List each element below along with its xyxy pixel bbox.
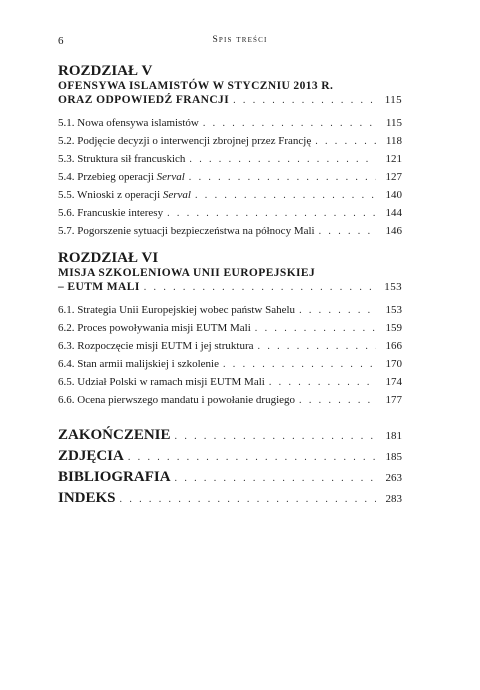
section-page: 174 (385, 376, 402, 388)
section-title (58, 168, 185, 186)
section-title-text: 5.4. Przebieg operacji (58, 171, 157, 183)
running-header (58, 35, 422, 49)
chapter-5-page: 115 (384, 94, 402, 106)
section-page: 121 (385, 153, 402, 165)
dot-leader (175, 426, 376, 447)
dot-leader (299, 302, 376, 320)
toc-entry-index[interactable] (58, 488, 402, 509)
toc-entry-6-1[interactable] (58, 301, 402, 319)
running-title: Spis treści (212, 35, 268, 45)
section-page: 159 (385, 322, 402, 334)
operation-name: Serval (156, 171, 185, 183)
page-number: 6 (58, 35, 64, 47)
section-page: 115 (385, 117, 402, 129)
section-title: 5.2. Podjęcie decyzji o interwencji zbrojnej przez Francję (58, 135, 312, 147)
back-matter-title: INDEKS (58, 490, 116, 506)
toc-entry-conclusion[interactable] (58, 425, 402, 446)
toc-entry-6-5[interactable] (58, 373, 402, 391)
back-matter-title: BIBLIOGRAFIA (58, 469, 171, 485)
dot-leader (175, 468, 376, 489)
chapter-5-subtitle-line2: ORAZ ODPOWIEDŹ FRANCJI (58, 94, 230, 106)
section-title: 6.4. Stan armii malijskiej i szkolenie (58, 358, 219, 370)
dot-leader (203, 115, 376, 133)
dot-leader (258, 338, 376, 356)
toc-entry-photos[interactable] (58, 446, 402, 467)
section-title: 6.3. Rozpoczęcie misji EUTM i jej struktura (58, 340, 254, 352)
dot-leader (120, 489, 376, 510)
back-matter-page: 185 (385, 451, 402, 463)
toc-entry-6-4[interactable] (58, 355, 402, 373)
section-page: 127 (385, 171, 402, 183)
back-matter-page: 283 (385, 493, 402, 505)
dot-leader (269, 374, 376, 392)
chapter-6-entry[interactable] (58, 280, 402, 295)
toc-entry-5-7[interactable] (58, 222, 402, 240)
dot-leader (189, 151, 376, 169)
dot-leader (189, 169, 376, 187)
section-title: 6.6. Ocena pierwszego mandatu i powołanie drugiego (58, 394, 296, 406)
section-page: 146 (385, 225, 402, 237)
dot-leader (315, 133, 376, 151)
section-title: 5.7. Pogorszenie sytuacji bezpieczeństwa na północy Mali (58, 225, 315, 237)
toc-entry-6-3[interactable] (58, 337, 402, 355)
back-matter-title: ZDJĘCIA (58, 448, 124, 464)
section-page: 166 (385, 340, 402, 352)
section-page: 177 (385, 394, 402, 406)
toc-entry-5-4[interactable] (58, 168, 402, 186)
dot-leader (319, 223, 376, 241)
chapter-6-subtitle-line2: – EUTM MALI (58, 281, 140, 293)
dot-leader (223, 356, 376, 374)
section-page: 140 (385, 189, 402, 201)
dot-leader (255, 320, 376, 338)
section-title: 5.1. Nowa ofensywa islamistów (58, 117, 199, 129)
section-page: 118 (385, 135, 402, 147)
chapter-5-subtitle: OFENSYWA ISLAMISTÓW W STYCZNIU 2013 R. (58, 80, 334, 92)
chapter-5-entry[interactable] (58, 93, 402, 108)
dot-leader (128, 447, 376, 468)
toc-entry-6-6[interactable] (58, 391, 402, 409)
dot-leader (167, 205, 376, 223)
section-title-text: 5.5. Wnioski z operacji (58, 189, 163, 201)
section-title: 6.1. Strategia Unii Europejskiej wobec państw Sahelu (58, 304, 296, 316)
section-title (58, 186, 191, 204)
section-page: 144 (385, 207, 402, 219)
toc-entry-5-3[interactable] (58, 150, 402, 168)
chapter-5-heading: ROZDZIAŁ V (58, 63, 153, 79)
section-page: 170 (385, 358, 402, 370)
back-matter-page: 263 (385, 472, 402, 484)
toc-entry-5-5[interactable] (58, 186, 402, 204)
chapter-6-heading: ROZDZIAŁ VI (58, 250, 159, 266)
back-matter-page: 181 (385, 430, 402, 442)
back-matter-title: ZAKOŃCZENIE (58, 427, 171, 443)
section-page: 153 (385, 304, 402, 316)
section-title: 5.3. Struktura sił francuskich (58, 153, 186, 165)
operation-name: Serval (162, 189, 191, 201)
dot-leader (233, 94, 376, 108)
section-title: 6.5. Udział Polski w ramach misji EUTM Mali (58, 376, 265, 388)
toc-entry-5-2[interactable] (58, 132, 402, 150)
section-title: 6.2. Proces powoływania misji EUTM Mali (58, 322, 251, 334)
table-of-contents (58, 63, 402, 509)
toc-entry-bibliography[interactable] (58, 467, 402, 488)
dot-leader (144, 281, 376, 295)
dot-leader (195, 187, 376, 205)
toc-entry-6-2[interactable] (58, 319, 402, 337)
toc-entry-5-6[interactable] (58, 204, 402, 222)
toc-entry-5-1[interactable] (58, 114, 402, 132)
dot-leader (299, 392, 376, 410)
chapter-6-page: 153 (384, 281, 402, 293)
section-title: 5.6. Francuskie interesy (58, 207, 164, 219)
chapter-6-subtitle: MISJA SZKOLENIOWA UNII EUROPEJSKIEJ (58, 267, 316, 279)
